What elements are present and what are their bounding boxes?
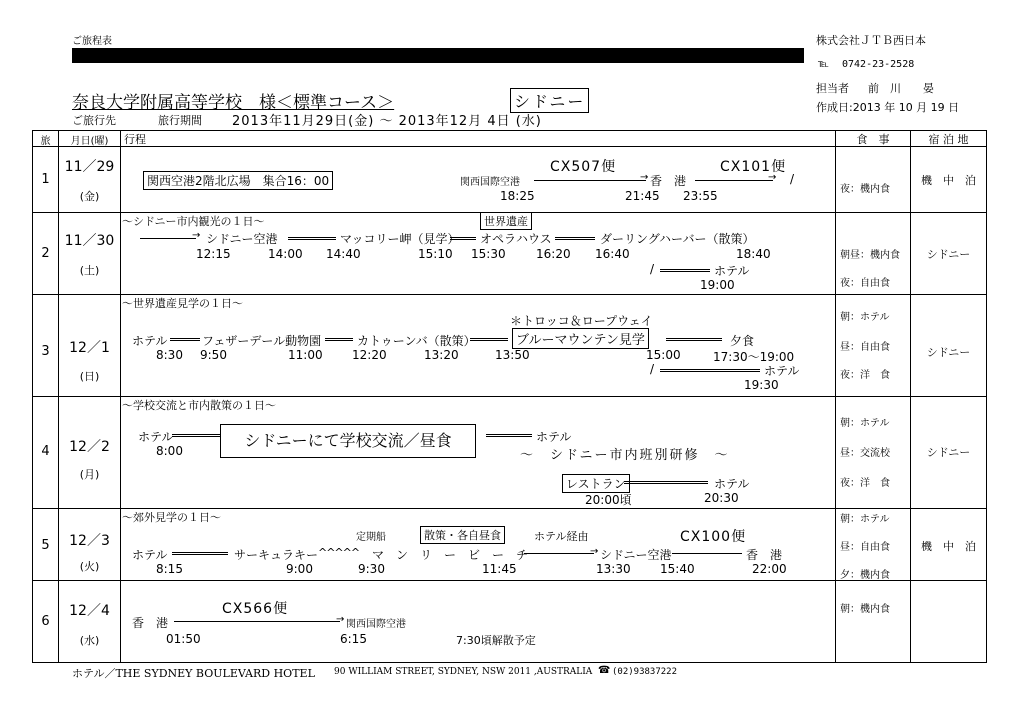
restaurant-box: レストラン: [562, 474, 630, 493]
place: カトゥーンバ（散策）: [357, 334, 476, 348]
day-num: 2: [41, 246, 50, 261]
meal: 夜：自由食: [840, 278, 890, 289]
time: 17:30～19:00: [713, 350, 795, 364]
day-dow: (土): [79, 264, 100, 277]
blue-mountains-box: ブルーマウンテン見学: [512, 328, 649, 349]
place: ホテル: [536, 430, 572, 444]
day-num: 4: [41, 444, 50, 459]
time: 14:40: [326, 247, 361, 261]
day-dow: (火): [79, 560, 100, 573]
day-lodging: シドニー: [926, 446, 971, 459]
heritage-badge: 世界遺産: [480, 212, 532, 230]
time: 9:50: [200, 348, 227, 362]
place-hong-kong: 香 港: [650, 174, 687, 188]
place: 夕食: [730, 334, 755, 348]
place: シドニー空港: [600, 548, 672, 562]
day-date: 12／1: [69, 340, 110, 356]
meal: 朝：ホテル: [840, 312, 890, 323]
meal: 昼：自由食: [840, 542, 890, 553]
school-exchange-box: シドニーにて学校交流／昼食: [220, 424, 476, 458]
time: 16:20: [536, 247, 571, 261]
time: 23:55: [683, 189, 718, 203]
hotel-name: ホテル／THE SYDNEY BOULEVARD HOTEL: [72, 667, 315, 680]
city-tour: ～ シドニー市内班別研修 ～: [520, 448, 730, 463]
time: 18:40: [736, 247, 771, 261]
place: マッコリー岬（見学）: [340, 232, 460, 246]
time: 20:00頃: [585, 493, 632, 507]
time: 18:25: [500, 189, 535, 203]
time: 8:15: [156, 562, 183, 576]
th-day: 旅: [40, 136, 51, 147]
redacted-bar: [72, 48, 804, 63]
flight-number: CX507便: [550, 159, 617, 175]
time: 22:00: [752, 562, 787, 576]
created-date: 作成日:2013 年 10 月 19 日: [816, 101, 960, 114]
trolley-note: ＊トロッコ＆ロープウェイ: [510, 314, 653, 328]
day-lodging: シドニー: [926, 346, 971, 359]
staff-label: 担当者: [816, 82, 849, 95]
time: 01:50: [166, 632, 201, 646]
place: ホテル: [714, 264, 750, 278]
time: 9:00: [286, 562, 313, 576]
travel-period: 2013年11月29日(金) ～ 2013年12月 4日 (水): [232, 114, 542, 129]
flight-number: CX100便: [680, 529, 747, 545]
day-title: ～学校交流と市内散策の１日～: [122, 399, 276, 412]
day-date: 12／2: [69, 439, 110, 455]
day-date: 11／29: [64, 159, 115, 175]
period-label: 旅行期間: [158, 114, 202, 127]
th-lodging: 宿 泊 地: [928, 133, 969, 146]
day-num: 1: [41, 172, 50, 187]
day-title: ～世界遺産見学の１日～: [122, 297, 243, 310]
time: 11:00: [288, 348, 323, 362]
time: 20:30: [704, 491, 739, 505]
day-dow: (月): [79, 468, 100, 481]
time: 19:30: [744, 378, 779, 392]
meal: 朝：機内食: [840, 604, 890, 615]
day-date: 12／4: [69, 603, 110, 619]
th-date: 月日(曜): [70, 136, 109, 147]
meal: 昼：自由食: [840, 342, 890, 353]
time: 15:00: [646, 348, 681, 362]
day-num: 5: [41, 538, 50, 553]
place: 香 港: [132, 616, 169, 630]
time: 13:20: [424, 348, 459, 362]
company-name: 株式会社ＪＴＢ西日本: [816, 34, 926, 47]
day-dow: (水): [79, 634, 100, 647]
th-itinerary: 行程: [124, 133, 146, 146]
place: ダーリングハーバー（散策）: [600, 232, 755, 246]
place-kix: 関西国際空港: [460, 177, 520, 188]
day-date: 12／3: [69, 533, 110, 549]
meal: 朝：ホテル: [840, 514, 890, 525]
meal: 夜：洋 食: [840, 478, 890, 489]
day-title: ～シドニー市内観光の１日～: [122, 215, 265, 228]
place: ホテル: [764, 364, 800, 378]
day-dow: (日): [79, 370, 100, 383]
meal: 朝昼：機内食: [840, 250, 900, 261]
time: 14:00: [268, 247, 303, 261]
day-title: ～郊外見学の１日～: [122, 511, 221, 524]
place: サーキュラキー: [234, 548, 319, 562]
time: 19:00: [700, 278, 735, 292]
flight-number: CX566便: [222, 601, 289, 617]
tel-icon: ℡: [818, 59, 829, 70]
time: 13:30: [596, 562, 631, 576]
meal: 朝：ホテル: [840, 418, 890, 429]
time: 15:30: [471, 247, 506, 261]
hotel-tel: (02)93837222: [612, 667, 678, 677]
time: 16:40: [595, 247, 630, 261]
place: オペラハウス: [480, 232, 552, 246]
place: マ ン リ ー ビ ー チ: [372, 548, 529, 562]
ferry-wave: ^^^^^: [318, 546, 360, 559]
doc-title: ご旅程表: [72, 36, 112, 47]
meal: 夕：機内食: [840, 570, 890, 581]
time: 15:10: [418, 247, 453, 261]
time: 6:15: [340, 632, 367, 646]
phone-icon: ☎: [598, 665, 611, 676]
school-title: 奈良大学附属高等学校 様＜標準コース＞: [72, 93, 395, 113]
flight-number: CX101便: [720, 159, 787, 175]
time: 11:45: [482, 562, 517, 576]
place: シドニー空港: [206, 232, 278, 246]
place: 香 港: [746, 548, 783, 562]
time: 9:30: [358, 562, 385, 576]
place: ホテル: [132, 548, 168, 562]
meeting-point: 関西空港2階北広場 集合16：00: [143, 171, 333, 190]
via-hotel: ホテル経由: [534, 530, 589, 543]
day-lodging: 機 中 泊: [921, 540, 976, 553]
destination-tag: シドニー: [510, 88, 589, 113]
time: 21:45: [625, 189, 660, 203]
meal: 夜：洋 食: [840, 370, 890, 381]
day-date: 11／30: [64, 233, 115, 249]
time: 12:20: [352, 348, 387, 362]
time: 15:40: [660, 562, 695, 576]
dest-label: ご旅行先: [72, 114, 116, 127]
day-num: 3: [41, 344, 50, 359]
place: ホテル: [138, 430, 174, 444]
stroll-box: 散策・各自昼食: [420, 526, 505, 544]
meal: 昼：交流校: [840, 448, 890, 459]
th-meals: 食 事: [856, 133, 890, 146]
place-kix: 関西国際空港: [346, 619, 406, 630]
time: 8:30: [156, 348, 183, 362]
disband-note: 7:30頃解散予定: [456, 634, 536, 647]
ferry-label: 定期船: [356, 532, 386, 543]
place: ホテル: [132, 334, 168, 348]
day-num: 6: [41, 614, 50, 629]
meal: 夜：機内食: [840, 184, 890, 195]
staff-name: 前 川 晏: [868, 82, 934, 95]
place: ホテル: [714, 477, 750, 491]
time: 12:15: [196, 247, 231, 261]
place: フェザーデール動物園: [202, 334, 322, 348]
hotel-address: 90 WILLIAM STREET, SYDNEY, NSW 2011 ,AUSTRALIA: [334, 667, 593, 677]
day-lodging: シドニー: [926, 248, 971, 261]
company-tel: 0742-23-2528: [842, 59, 915, 70]
day-lodging: 機 中 泊: [921, 174, 976, 187]
day-dow: (金): [79, 190, 100, 203]
time: 13:50: [495, 348, 530, 362]
time: 8:00: [156, 444, 183, 458]
slash: /: [790, 172, 795, 186]
